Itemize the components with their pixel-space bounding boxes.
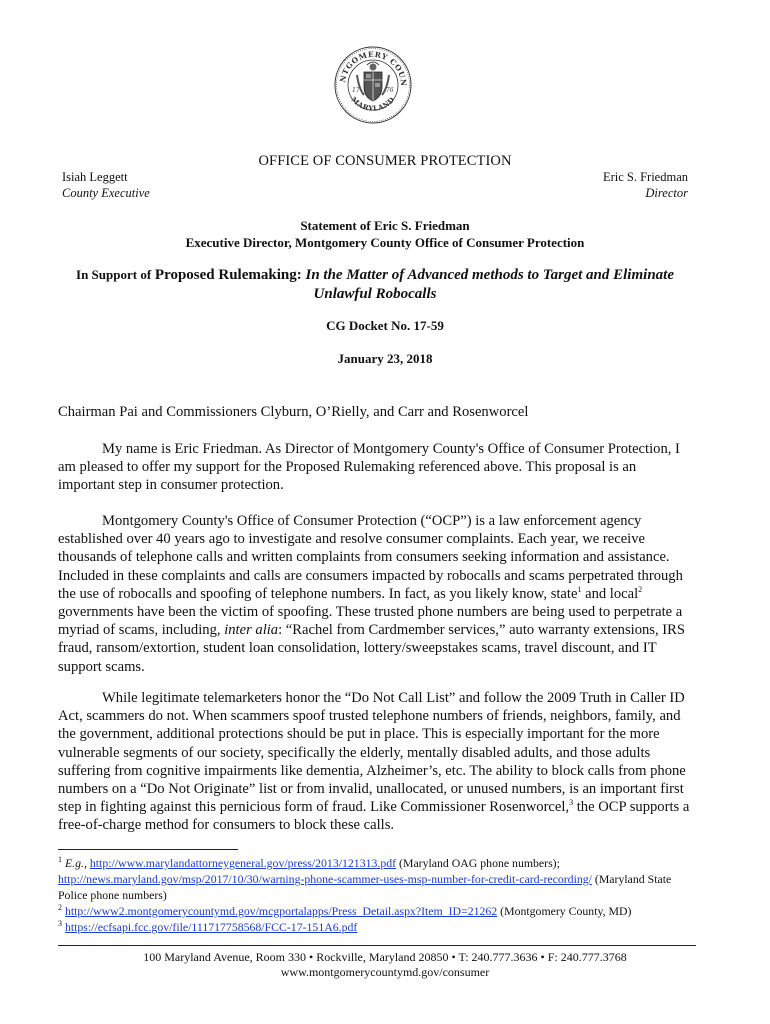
- footnote-1-eg: E.g.,: [64, 856, 87, 870]
- paragraph-2-italic: inter alia: [224, 622, 279, 639]
- footnote-2-number: 2: [58, 903, 62, 913]
- footnote-divider: [58, 849, 238, 850]
- footnote-3-link[interactable]: https://ecfsapi.fcc.gov/file/111717758568/FCC-17-151A6.pdf: [64, 920, 358, 934]
- paragraph-3-b: the OCP supports a free-of-charge method for consumers to block these calls.: [58, 799, 690, 834]
- statement-line-2: Executive Director, Montgomery County Office of Consumer Protection: [185, 235, 585, 250]
- support-heading: [60, 265, 690, 304]
- paragraph-3-a: While legitimate telemarketers honor the “Do Not Call List” and follow the 2009 Truth in Caller ID Act, scammers do not. When scammers spoof trusted telephone numbers of friends, neighbors, family, and the government, additional protections should be put in place. This is especially important for the more vulnerable segments of our society, specifically the elderly, mentally disabled adults, and those adults suffering from cognitive impairments like dementia, Alzheimer’s, etc. The ability to block calls from phone numbers on a “Do Not Originate” list or from invalid, unallocated, or unused numbers, is an important first step in fighting against this pernicious form of fraud. Like Commissioner Rosenworcel,: [58, 690, 686, 816]
- paragraph-1: My name is Eric Friedman. As Director of Montgomery County's Office of Consumer Protection, I am pleased to offer my support for the Proposed Rulemaking referenced above. This proposal is an important step in consumer protection.: [58, 441, 680, 494]
- director-title: Director: [645, 186, 688, 200]
- director-name: Eric S. Friedman: [602, 170, 688, 184]
- footnotes: [58, 855, 698, 935]
- footnote-2: [58, 903, 698, 919]
- docket-number: CG Docket No. 17-59: [326, 318, 444, 333]
- paragraph-2-a: Montgomery County's Office of Consumer Protection (“OCP”) is a law enforcement agency established over 40 years ago to investigate and resolve consumer complaints. Each year, we receive thousands of telephone calls and written complaints from consumers seeking information and assistance. Included in these complaints and calls are consumers impacted by robocalls and scams perpetrated through the use of robocalls and spoofing of telephone numbers. In fact, as you likely know, state: [58, 513, 683, 602]
- footnote-2-link[interactable]: http://www2.montgomerycountymd.gov/mcgportalapps/Press_Detail.aspx?Item_ID=21262: [64, 904, 498, 918]
- seal-year-right: 76: [386, 87, 394, 94]
- county-executive-block: [62, 169, 150, 201]
- county-executive-name: Isiah Leggett: [62, 170, 128, 184]
- footnote-1-note-2: (Maryland State Police phone numbers): [58, 872, 672, 902]
- statement-line-1: Statement of Eric S. Friedman: [300, 218, 470, 233]
- footnote-1-note-1: (Maryland OAG phone numbers);: [396, 856, 560, 870]
- statement-heading: [0, 217, 770, 251]
- footnote-1-link-1[interactable]: http://www.marylandattorneygeneral.gov/press/2013/121313.pdf: [89, 856, 397, 870]
- seal-top-text: NTGOMERY COUN: [338, 49, 409, 87]
- footnote-1-link-2[interactable]: http://news.maryland.gov/msp/2017/10/30/warning-phone-scammer-uses-msp-number-for-credit-card-recording/: [58, 872, 592, 886]
- support-italic: In the Matter of Advanced methods to Target and Eliminate Unlawful Robocalls: [305, 267, 674, 302]
- footer-website: www.montgomerycountymd.gov/consumer: [280, 965, 490, 979]
- paragraph-3: [58, 689, 692, 835]
- statement-date: January 23, 2018: [337, 351, 433, 366]
- county-seal-icon: [333, 45, 413, 125]
- footnote-3: [58, 919, 698, 935]
- support-bold: Proposed Rulemaking:: [154, 267, 302, 283]
- footnote-1: [58, 855, 698, 903]
- support-prefix: In Support of: [76, 267, 152, 282]
- footer: [0, 950, 770, 980]
- paragraph-2-b: and local: [581, 585, 639, 602]
- footnote-3-number: 3: [58, 919, 62, 929]
- footnote-2-note: (Montgomery County, MD): [497, 904, 632, 918]
- footnote-ref-2: 2: [638, 584, 643, 594]
- director-block: [603, 169, 688, 201]
- county-seal: [333, 45, 413, 125]
- seal-bottom-text: MARYLAND: [349, 94, 397, 113]
- office-title: OFFICE OF CONSUMER PROTECTION: [258, 153, 512, 169]
- footnote-ref-1: 1: [577, 584, 582, 594]
- footer-address: 100 Maryland Avenue, Room 330 • Rockville, Maryland 20850 • T: 240.777.3636 • F: 240.777.3768: [143, 950, 627, 964]
- seal-year-left: 17: [352, 87, 360, 94]
- paragraph-2-d: : “Rachel from Cardmember services,” auto warranty extensions, IRS fraud, ransom/extortion, student loan consolidation, lottery/sweepstakes scams, travel discount, and IT support scams.: [58, 622, 685, 675]
- paragraph-2-c: governments have been the victim of spoofing. These trusted phone numbers are being used to perpetrate a myriad of scams, including,: [58, 604, 683, 639]
- salutation: Chairman Pai and Commissioners Clyburn, O’Rielly, and Carr and Rosenworcel: [58, 404, 529, 420]
- county-executive-title: County Executive: [62, 186, 150, 200]
- footnote-ref-3: 3: [569, 798, 574, 808]
- footnote-1-number: 1: [58, 855, 62, 865]
- footer-divider: [58, 945, 696, 946]
- paragraph-2: [58, 512, 692, 676]
